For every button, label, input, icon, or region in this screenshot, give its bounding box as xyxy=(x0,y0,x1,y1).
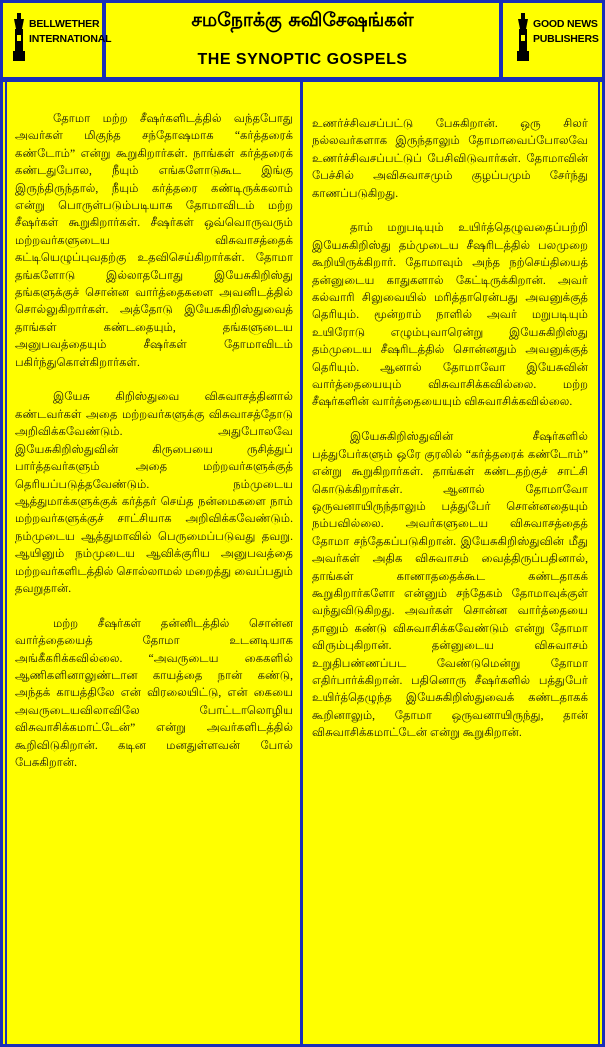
right-logo-line1: GOOD NEWS xyxy=(533,18,598,30)
left-column-border xyxy=(5,82,7,1044)
right-logo-line2: PUBLISHERS xyxy=(533,33,599,45)
column-divider xyxy=(300,82,303,1044)
left-paragraph-1: தோமா மற்ற சீஷர்களிடத்தில் வந்தபோது அவர்கள் மிகுந்த சந்தோஷமாக “கர்த்தரைக் கண்டோம்” என்று கூறுகிறார்கள். நாங்கள் கர்த்தரைக் கண்டதுபோல, நீயும் எங்களோடுகூட இங்கு இருந்திருந்தால், நீயும் கர்த்தரை கண்டிருக்கலாம் என்று பொருள்படும்படியாக தோமாவிடம் மற்ற சீஷர்கள் கூறுகிறார்கள். சீஷர்கள் ஒவ்வொருவரும் மற்றவர்களுடைய விசுவாசத்தைக் கட்டியெழுப்புவதற்கு உதவிசெய்கிறார்கள். தோமா தங்களோடு இல்லாதபோது இயேசுகிறிஸ்து தங்களுக்குச் சொன்ன வார்த்தைகளை அவனிடத்தில் சொல்லுகிறார்கள். அத்தோடு இயேசுகிறிஸ்துவைத் தாங்கள் கண்டதையும், தங்களுடைய அனுபவத்தையும் சீஷர்கள் தோமாவிடம் பகிர்ந்துகொள்கிறார்கள். xyxy=(15,112,293,369)
right-column-border xyxy=(598,82,600,1044)
bellwether-logo xyxy=(3,3,112,77)
title-block xyxy=(106,3,499,77)
left-paragraph-2: இயேசு கிறிஸ்துவை விசுவாசத்தினால் கண்டவர்கள் அதை மற்றவர்களுக்கு விசுவாசத்தோடு அறிவிக்கவேண்டும். அதுபோலவே இயேசுகிறிஸ்துவின் கிருபையை ருசித்துப் பார்த்தவர்களும் அதை மற்றவர்களுக்குத் தெரியப்படுத்தவேண்டும். நம்முடைய ஆத்துமாக்களுக்குக் கர்த்தர் செய்த நன்மைகளை நாம் மற்றவர்களுக்குச் சாட்சியாக அறிவிக்கவேண்டும். நம்முடைய ஆத்துமாவில் பெருமைப்படுவது தவறு. ஆயினும் நம்முடைய ஆவிக்குரிய அனுபவத்தை மற்றவர்களிடத்தில் சொல்லாமல் மறைத்து வைப்பதும் தவறுதான். xyxy=(15,390,293,595)
good-news-publishers-logo xyxy=(499,3,602,77)
bell-tower-icon xyxy=(11,13,27,61)
left-logo-line1: BELLWETHER xyxy=(29,18,100,30)
right-column xyxy=(312,115,588,1035)
header xyxy=(3,3,602,77)
left-paragraph-3: மற்ற சீஷர்கள் தன்னிடத்தில் சொன்ன வார்த்தையைத் தோமா உடனடியாக அங்கீகரிக்கவில்லை. “அவருடைய கைகளில் ஆணிகளினாலுண்டான காயத்தை நான் கண்டு, அந்தக் காயத்திலே என் விரலையிட்டு, என் கையை அவருடையவிலாவிலே போட்டாலொழிய விசுவாசிக்கமாட்டேன்” என்று அவர்களிடத்தில் கூறிவிடுகிறான். கடின மனதுள்ளவன் போல் பேசுகிறான். xyxy=(15,616,293,769)
right-paragraph-3: இயேசுகிறிஸ்துவின் சீஷர்களில் பத்துபேர்களும் ஒரே குரலில் “கர்த்தரைக் கண்டோம்” என்று கூறுகிறார்கள். தாங்கள் கண்டதற்குச் சாட்சி கொடுக்கிறார்கள். ஆனால் தோமாவோ ஒருவனாயிருந்தாலும் பத்துபேர் சொன்னதையும் நம்பவில்லை. அவர்களுடைய விசுவாசத்தைத் தோமா சந்தேகப்படுகிறான். இயேசுகிறிஸ்துவின் மீது அவர்கள் அதிக விசுவாசம் வைத்திருப்பதினால், தாங்கள் காணாததைக்கூட கண்டதாகக் கூறுகிறார்களோ என்னும் சந்தேகம் தோமாவுக்குள் வந்துவிடுகிறது. அவர்கள் சொன்ன வார்த்தையை தானும் கண்டு விசுவாசிக்கவேண்டும் என்று தோமா விரும்புகிறான். தன்னுடைய விசுவாசம் உறுதிபண்ணப்பட வேண்டுமென்று தோமா எதிர்பார்க்கிறான். பதினொரு சீஷர்களில் பத்துபேர் உயிர்த்தெழுந்த இயேசுகிறிஸ்துவைக் கண்டதாகக் கூறினாலும், தோமா ஒருவனாயிருந்து, தான் விசுவாசிக்கமாட்டேன் என்று கூறுகிறான். xyxy=(312,430,588,740)
bell-tower-icon xyxy=(515,13,531,61)
page-title-tamil: சமநோக்கு சுவிசேஷங்கள் xyxy=(191,9,414,31)
right-paragraph-1: உணர்ச்சிவசப்பட்டு பேசுகிறான். ஒரு சிலர் நல்லவர்களாக இருந்தாலும் தோமாவைப்போலவே உணர்ச்சிவசப்பட்டுப் பேசிவிடுவார்கள். தோமாவின் பேச்சில் அவிசுவாசமும் குழப்பமும் சேர்ந்து காணப்படுகிறது. xyxy=(312,117,588,200)
left-logo-line2: INTERNATIONAL xyxy=(29,33,112,45)
page-title-english: THE SYNOPTIC GOSPELS xyxy=(197,51,408,68)
right-paragraph-2: தாம் மறுபடியும் உயிர்த்தெழுவதைப்பற்றி இயேசுகிறிஸ்து தம்முடைய சீஷரிடத்தில் பலமுறை கூறியிருக்கிறார். தோமாவும் அந்த நற்செய்தியைத் தன்னுடைய காதுகளால் கேட்டிருக்கிறான். அவர் கல்வாரி சிலுவையில் மரித்தாரென்பது அவனுக்குத் தெரியும். மூன்றாம் நாளில் அவர் மறுபடியும் உயிரோடு எழும்புவாரென்று இயேசுகிறிஸ்து தம்முடைய சீஷரிடத்தில் சொன்னதும் அவனுக்குத் தெரியும். ஆனால் தோமாவோ இயேசுவின் வார்த்தையையும் விசுவாசிக்கவில்லை. மற்ற சீஷர்களின் வார்த்தையையும் விசுவாசிக்கவில்லை. xyxy=(312,221,588,409)
left-column xyxy=(15,110,293,1030)
